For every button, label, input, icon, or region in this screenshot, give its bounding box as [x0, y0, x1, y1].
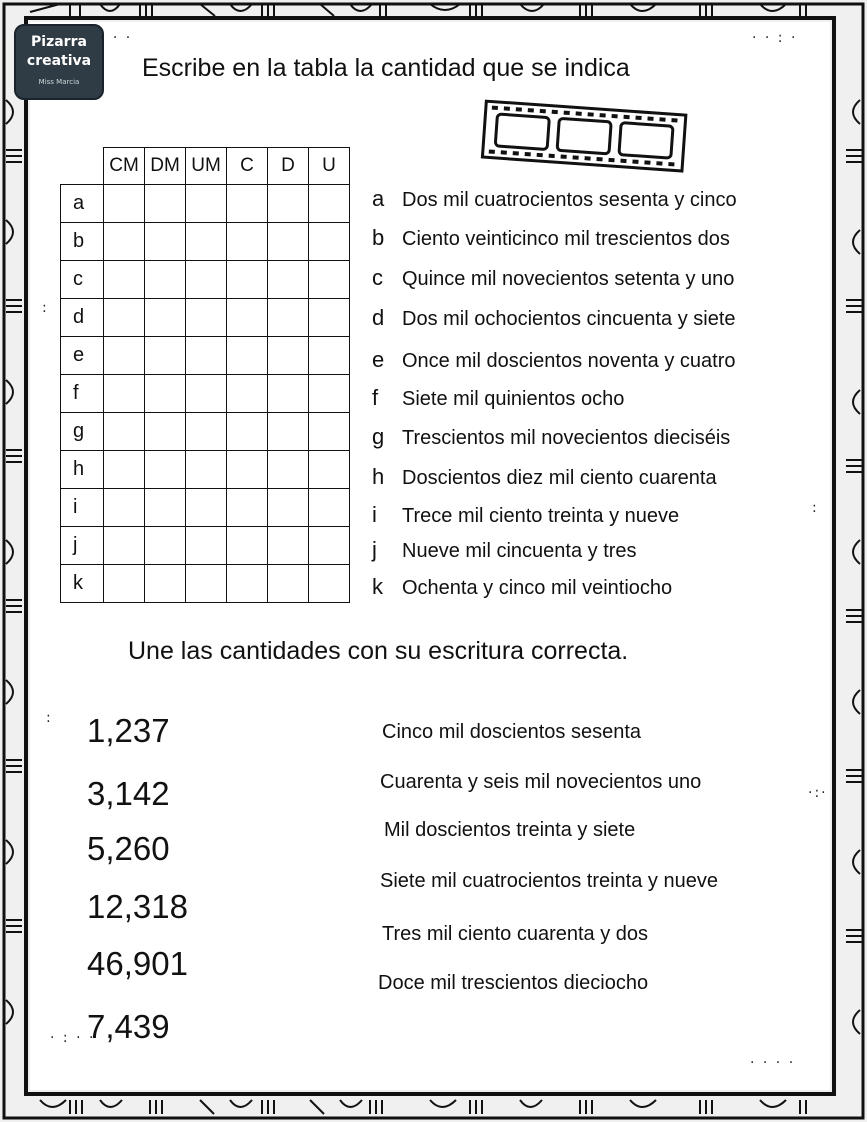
decorative-dots: · · · — [100, 30, 133, 46]
header-u: U — [309, 148, 350, 185]
list-item — [372, 502, 679, 528]
table-row — [61, 185, 350, 223]
table-row — [61, 451, 350, 489]
item-letter: h — [372, 464, 385, 489]
table-row — [61, 375, 350, 413]
decorative-dots: · · : · — [752, 30, 798, 46]
table-corner — [61, 148, 104, 185]
answer-cell[interactable] — [145, 261, 186, 299]
answer-cell[interactable] — [227, 375, 268, 413]
item-letter: k — [372, 574, 383, 599]
number-3142: 3,142 — [87, 775, 170, 812]
list-item — [372, 464, 717, 490]
answer-cell[interactable] — [309, 223, 350, 261]
answer-cell[interactable] — [268, 527, 309, 565]
decorative-dots: : — [812, 500, 819, 516]
answer-cell[interactable] — [186, 375, 227, 413]
row-label: h — [61, 451, 104, 489]
answer-cell[interactable] — [309, 185, 350, 223]
item-text: Once mil doscientos noventa y cuatro — [402, 350, 736, 372]
match-word: Doce mil trescientos dieciocho — [378, 972, 649, 994]
item-letter: a — [372, 186, 385, 211]
table-row — [61, 299, 350, 337]
header-c: C — [227, 148, 268, 185]
answer-cell[interactable] — [145, 185, 186, 223]
answer-cell[interactable] — [309, 451, 350, 489]
answer-cell[interactable] — [227, 337, 268, 375]
answer-cell[interactable] — [268, 413, 309, 451]
pizarra-creativa-logo — [14, 24, 104, 100]
row-label: i — [61, 489, 104, 527]
answer-cell[interactable] — [145, 223, 186, 261]
answer-cell[interactable] — [104, 185, 145, 223]
answer-cell[interactable] — [145, 489, 186, 527]
logo-line1: Pizarra — [31, 34, 87, 50]
answer-cell[interactable] — [309, 489, 350, 527]
answer-cell[interactable] — [145, 375, 186, 413]
table-row — [61, 565, 350, 603]
answer-cell[interactable] — [309, 565, 350, 603]
decorative-dots: ·:· — [808, 785, 828, 801]
item-letter: c — [372, 265, 383, 290]
table-row — [61, 261, 350, 299]
answer-cell[interactable] — [309, 299, 350, 337]
answer-cell[interactable] — [309, 261, 350, 299]
list-item — [372, 225, 730, 251]
answer-cell[interactable] — [186, 261, 227, 299]
table-row — [61, 489, 350, 527]
answer-cell[interactable] — [268, 489, 309, 527]
number-12318: 12,318 — [87, 888, 188, 925]
list-item — [372, 305, 736, 331]
row-label: e — [61, 337, 104, 375]
answer-cell[interactable] — [145, 527, 186, 565]
item-text: Siete mil quinientos ocho — [402, 388, 625, 410]
item-letter: g — [372, 424, 385, 449]
list-item — [372, 265, 734, 291]
header-d: D — [268, 148, 309, 185]
item-text: Quince mil novecientos setenta y uno — [402, 268, 735, 290]
answer-cell[interactable] — [104, 489, 145, 527]
number-46901: 46,901 — [87, 945, 188, 982]
film-strip-icon — [478, 98, 688, 178]
row-label: f — [61, 375, 104, 413]
answer-cell[interactable] — [309, 375, 350, 413]
row-label: k — [61, 565, 104, 603]
item-text: Trescientos mil novecientos dieciséis — [402, 427, 731, 449]
answer-cell[interactable] — [186, 413, 227, 451]
item-text: Ciento veinticinco mil trescientos dos — [402, 228, 730, 250]
answer-cell[interactable] — [186, 223, 227, 261]
answer-cell[interactable] — [186, 489, 227, 527]
answer-cell[interactable] — [227, 527, 268, 565]
answer-cell[interactable] — [268, 223, 309, 261]
header-dm: DM — [145, 148, 186, 185]
place-value-table — [60, 147, 350, 603]
table-row — [61, 337, 350, 375]
item-letter: i — [372, 502, 377, 527]
answer-cell[interactable] — [227, 299, 268, 337]
row-label: j — [61, 527, 104, 565]
row-label: a — [61, 185, 104, 223]
answer-cell[interactable] — [268, 261, 309, 299]
item-text: Doscientos diez mil ciento cuarenta — [402, 467, 717, 489]
answer-cell[interactable] — [268, 299, 309, 337]
answer-cell[interactable] — [227, 451, 268, 489]
answer-cell[interactable] — [104, 375, 145, 413]
answer-cell[interactable] — [104, 299, 145, 337]
answer-cell[interactable] — [145, 565, 186, 603]
answer-cell[interactable] — [227, 413, 268, 451]
decorative-dots: : — [46, 710, 53, 726]
list-item — [372, 424, 730, 450]
answer-cell[interactable] — [186, 185, 227, 223]
header-cm: CM — [104, 148, 145, 185]
answer-cell[interactable] — [309, 337, 350, 375]
item-letter: e — [372, 347, 385, 372]
list-item — [372, 186, 737, 212]
answer-cell[interactable] — [104, 451, 145, 489]
number-7439: 7,439 — [87, 1008, 170, 1045]
row-label: c — [61, 261, 104, 299]
match-word: Cinco mil doscientos sesenta — [382, 721, 642, 743]
answer-cell[interactable] — [186, 527, 227, 565]
answer-cell[interactable] — [104, 223, 145, 261]
list-item — [372, 347, 736, 373]
answer-cell[interactable] — [268, 185, 309, 223]
answer-cell[interactable] — [268, 565, 309, 603]
answer-cell[interactable] — [145, 299, 186, 337]
answer-cell[interactable] — [268, 337, 309, 375]
decorative-dots: : — [42, 300, 49, 316]
answer-cell[interactable] — [104, 261, 145, 299]
list-item — [372, 537, 637, 563]
answer-cell[interactable] — [268, 451, 309, 489]
decorative-dots: · : · · — [50, 1030, 96, 1046]
item-text: Dos mil ochocientos cincuenta y siete — [402, 308, 736, 330]
decorative-dots: · · · · — [750, 1055, 796, 1071]
answer-cell[interactable] — [145, 413, 186, 451]
table-row — [61, 413, 350, 451]
item-letter: d — [372, 305, 385, 330]
table-header-row — [61, 148, 350, 185]
section-subtitle: Une las cantidades con su escritura correcta. — [128, 637, 629, 665]
match-word: Cuarenta y seis mil novecientos uno — [380, 771, 702, 793]
answer-cell[interactable] — [227, 489, 268, 527]
answer-cell[interactable] — [227, 261, 268, 299]
answer-cell[interactable] — [309, 413, 350, 451]
answer-cell[interactable] — [186, 337, 227, 375]
logo-line3: Miss Marcia — [38, 78, 80, 86]
match-word: Siete mil cuatrocientos treinta y nueve — [380, 870, 718, 892]
row-label: g — [61, 413, 104, 451]
answer-cell[interactable] — [309, 527, 350, 565]
item-letter: j — [372, 537, 377, 562]
answer-cell[interactable] — [145, 337, 186, 375]
number-1237: 1,237 — [87, 712, 170, 749]
header-um: UM — [186, 148, 227, 185]
item-text: Ochenta y cinco mil veintiocho — [402, 577, 673, 599]
row-label: d — [61, 299, 104, 337]
page-title: Escribe en la tabla la cantidad que se indica — [142, 54, 630, 82]
answer-cell[interactable] — [227, 185, 268, 223]
item-text: Dos mil cuatrocientos sesenta y cinco — [402, 189, 737, 211]
answer-cell[interactable] — [145, 451, 186, 489]
answer-cell[interactable] — [268, 375, 309, 413]
list-item — [372, 574, 672, 600]
answer-cell[interactable] — [104, 413, 145, 451]
list-item — [372, 385, 624, 411]
logo-line2: creativa — [26, 53, 92, 69]
answer-cell[interactable] — [104, 527, 145, 565]
number-5260: 5,260 — [87, 830, 170, 867]
table-row — [61, 527, 350, 565]
table-row — [61, 223, 350, 261]
row-label: b — [61, 223, 104, 261]
answer-cell[interactable] — [227, 565, 268, 603]
item-text: Nueve mil cincuenta y tres — [402, 540, 637, 562]
match-word: Tres mil ciento cuarenta y dos — [382, 923, 649, 945]
answer-cell[interactable] — [104, 337, 145, 375]
answer-cell[interactable] — [186, 451, 227, 489]
match-word: Mil doscientos treinta y siete — [384, 819, 636, 841]
item-text: Trece mil ciento treinta y nueve — [402, 505, 680, 527]
answer-cell[interactable] — [227, 223, 268, 261]
answer-cell[interactable] — [104, 565, 145, 603]
answer-cell[interactable] — [186, 299, 227, 337]
item-letter: f — [372, 385, 379, 410]
item-letter: b — [372, 225, 385, 250]
answer-cell[interactable] — [186, 565, 227, 603]
